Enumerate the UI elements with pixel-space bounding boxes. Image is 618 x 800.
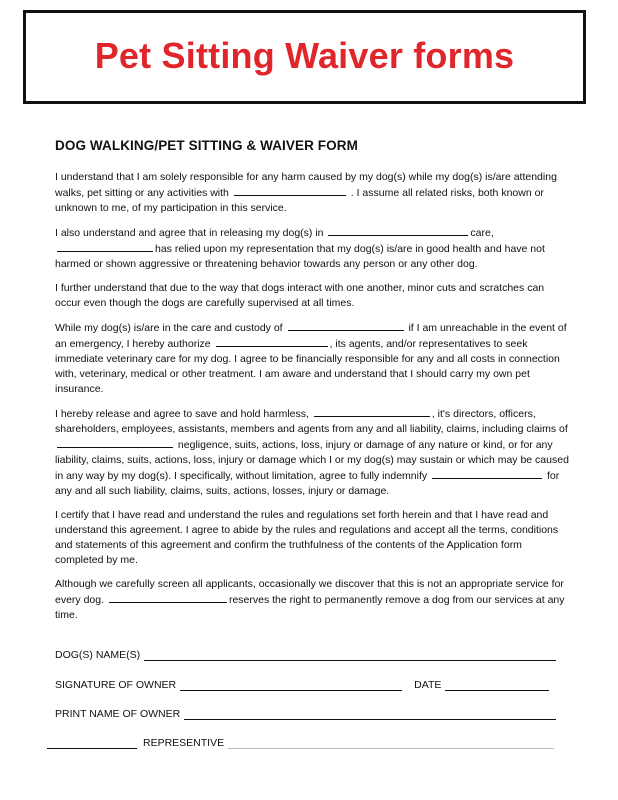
blank-provider-care[interactable]: [328, 225, 468, 236]
paragraph-responsibility: [55, 170, 572, 216]
print-name-field[interactable]: [184, 707, 556, 720]
title-banner: [23, 10, 586, 104]
dog-names-label: DOG(S) NAME(S): [55, 649, 141, 661]
paragraph-text: I understand that I am solely responsible for any harm caused by my dog(s) while my dog(s) is/are attending walks, pet sitting or any activities with: [55, 171, 557, 199]
paragraph-text: for any and all such liability, claims, suits, actions, losses, injury or damage.: [55, 470, 560, 497]
paragraph-text: reserves the right to permanently remove a dog from our services at any time.: [55, 594, 565, 621]
dog-names-field[interactable]: [144, 648, 556, 661]
dog-names-row: [55, 648, 556, 661]
representative-field[interactable]: [47, 736, 137, 749]
print-name-label: PRINT NAME OF OWNER: [55, 708, 181, 720]
signature-field[interactable]: [180, 678, 402, 691]
representative-label: REPRESENTIVE: [143, 737, 225, 749]
blank-indemnify[interactable]: [432, 468, 542, 479]
paragraph-certify: [55, 508, 572, 568]
paragraph-emergency: [55, 320, 572, 397]
paragraph-text: has relied upon my representation that my dog(s) is/are in good health and have not harmed or shown aggressive or threatening behavior towards any person or any other dog.: [55, 243, 545, 270]
representative-line[interactable]: [228, 736, 554, 749]
paragraph-release: [55, 406, 572, 499]
date-label: DATE: [414, 679, 442, 691]
blank-provider-name[interactable]: [234, 185, 346, 196]
document-title: DOG WALKING/PET SITTING & WAIVER FORM: [55, 138, 358, 153]
paragraph-text: . I assume all related risks, both known or unknown to me, of my participation in this service.: [55, 187, 544, 214]
blank-reserves[interactable]: [109, 592, 227, 603]
paragraph-text: if I am unreachable in the event of an emergency, I hereby authorize: [55, 322, 567, 350]
paragraph-text: Although we carefully screen all applicants, occasionally we discover that this is not an appropriate service for every dog.: [55, 578, 564, 606]
paragraph-text: , it's directors, officers, shareholders, employees, assistants, members and agents from any and all liability, claims, including claims of: [55, 408, 568, 435]
paragraph-text: I also understand and agree that in releasing my dog(s) in: [55, 227, 324, 239]
print-name-row: [55, 707, 556, 720]
blank-provider-relied[interactable]: [57, 241, 153, 252]
banner-title: Pet Sitting Waiver forms: [94, 35, 515, 76]
blank-released-party[interactable]: [314, 406, 430, 417]
paragraph-screening: [55, 577, 572, 623]
blank-negligence[interactable]: [57, 437, 173, 448]
blank-custodian[interactable]: [288, 320, 404, 331]
paragraph-text: negligence, suits, actions, loss, injury or damage of any nature or kind, or for any liability, claims, suits, actions, loss, injury or damage which I or my dog(s) may sustain or which may be caused in any way by my dog(s). I specifically, without limitation, agree to fully indemnify: [55, 439, 569, 482]
paragraph-text: care,: [470, 227, 494, 239]
paragraph-health: [55, 225, 572, 272]
paragraph-text: I hereby release and agree to save and hold harmless,: [55, 408, 309, 420]
waiver-document: [55, 138, 572, 632]
paragraph-text: , its agents, and/or representatives to seek immediate veterinary care for my dog. I agree to be financially responsible for any and all costs in connection with, veterinary, medical or other treatment. I am aware and understand that I should carry my own pet insurance.: [55, 338, 560, 395]
signature-label: SIGNATURE OF OWNER: [55, 679, 177, 691]
date-field[interactable]: [445, 678, 549, 691]
signature-row: [55, 678, 549, 691]
paragraph-text: I further understand that due to the way that dogs interact with one another, minor cuts and scratches can occur even though the dogs are carefully supervised at all times.: [55, 282, 545, 309]
paragraph-text: I certify that I have read and understand the rules and regulations set forth herein and that I have read and understand this agreement. I agree to abide by the rules and regulations and accept all the terms, conditions and statements of this agreement and confirm the truthfulness of the contents of the Application form completed by me.: [55, 509, 559, 566]
blank-authorized[interactable]: [216, 336, 328, 347]
paragraph-text: While my dog(s) is/are in the care and custody of: [55, 322, 283, 334]
paragraph-injuries: [55, 281, 572, 311]
representative-row: [47, 736, 554, 749]
